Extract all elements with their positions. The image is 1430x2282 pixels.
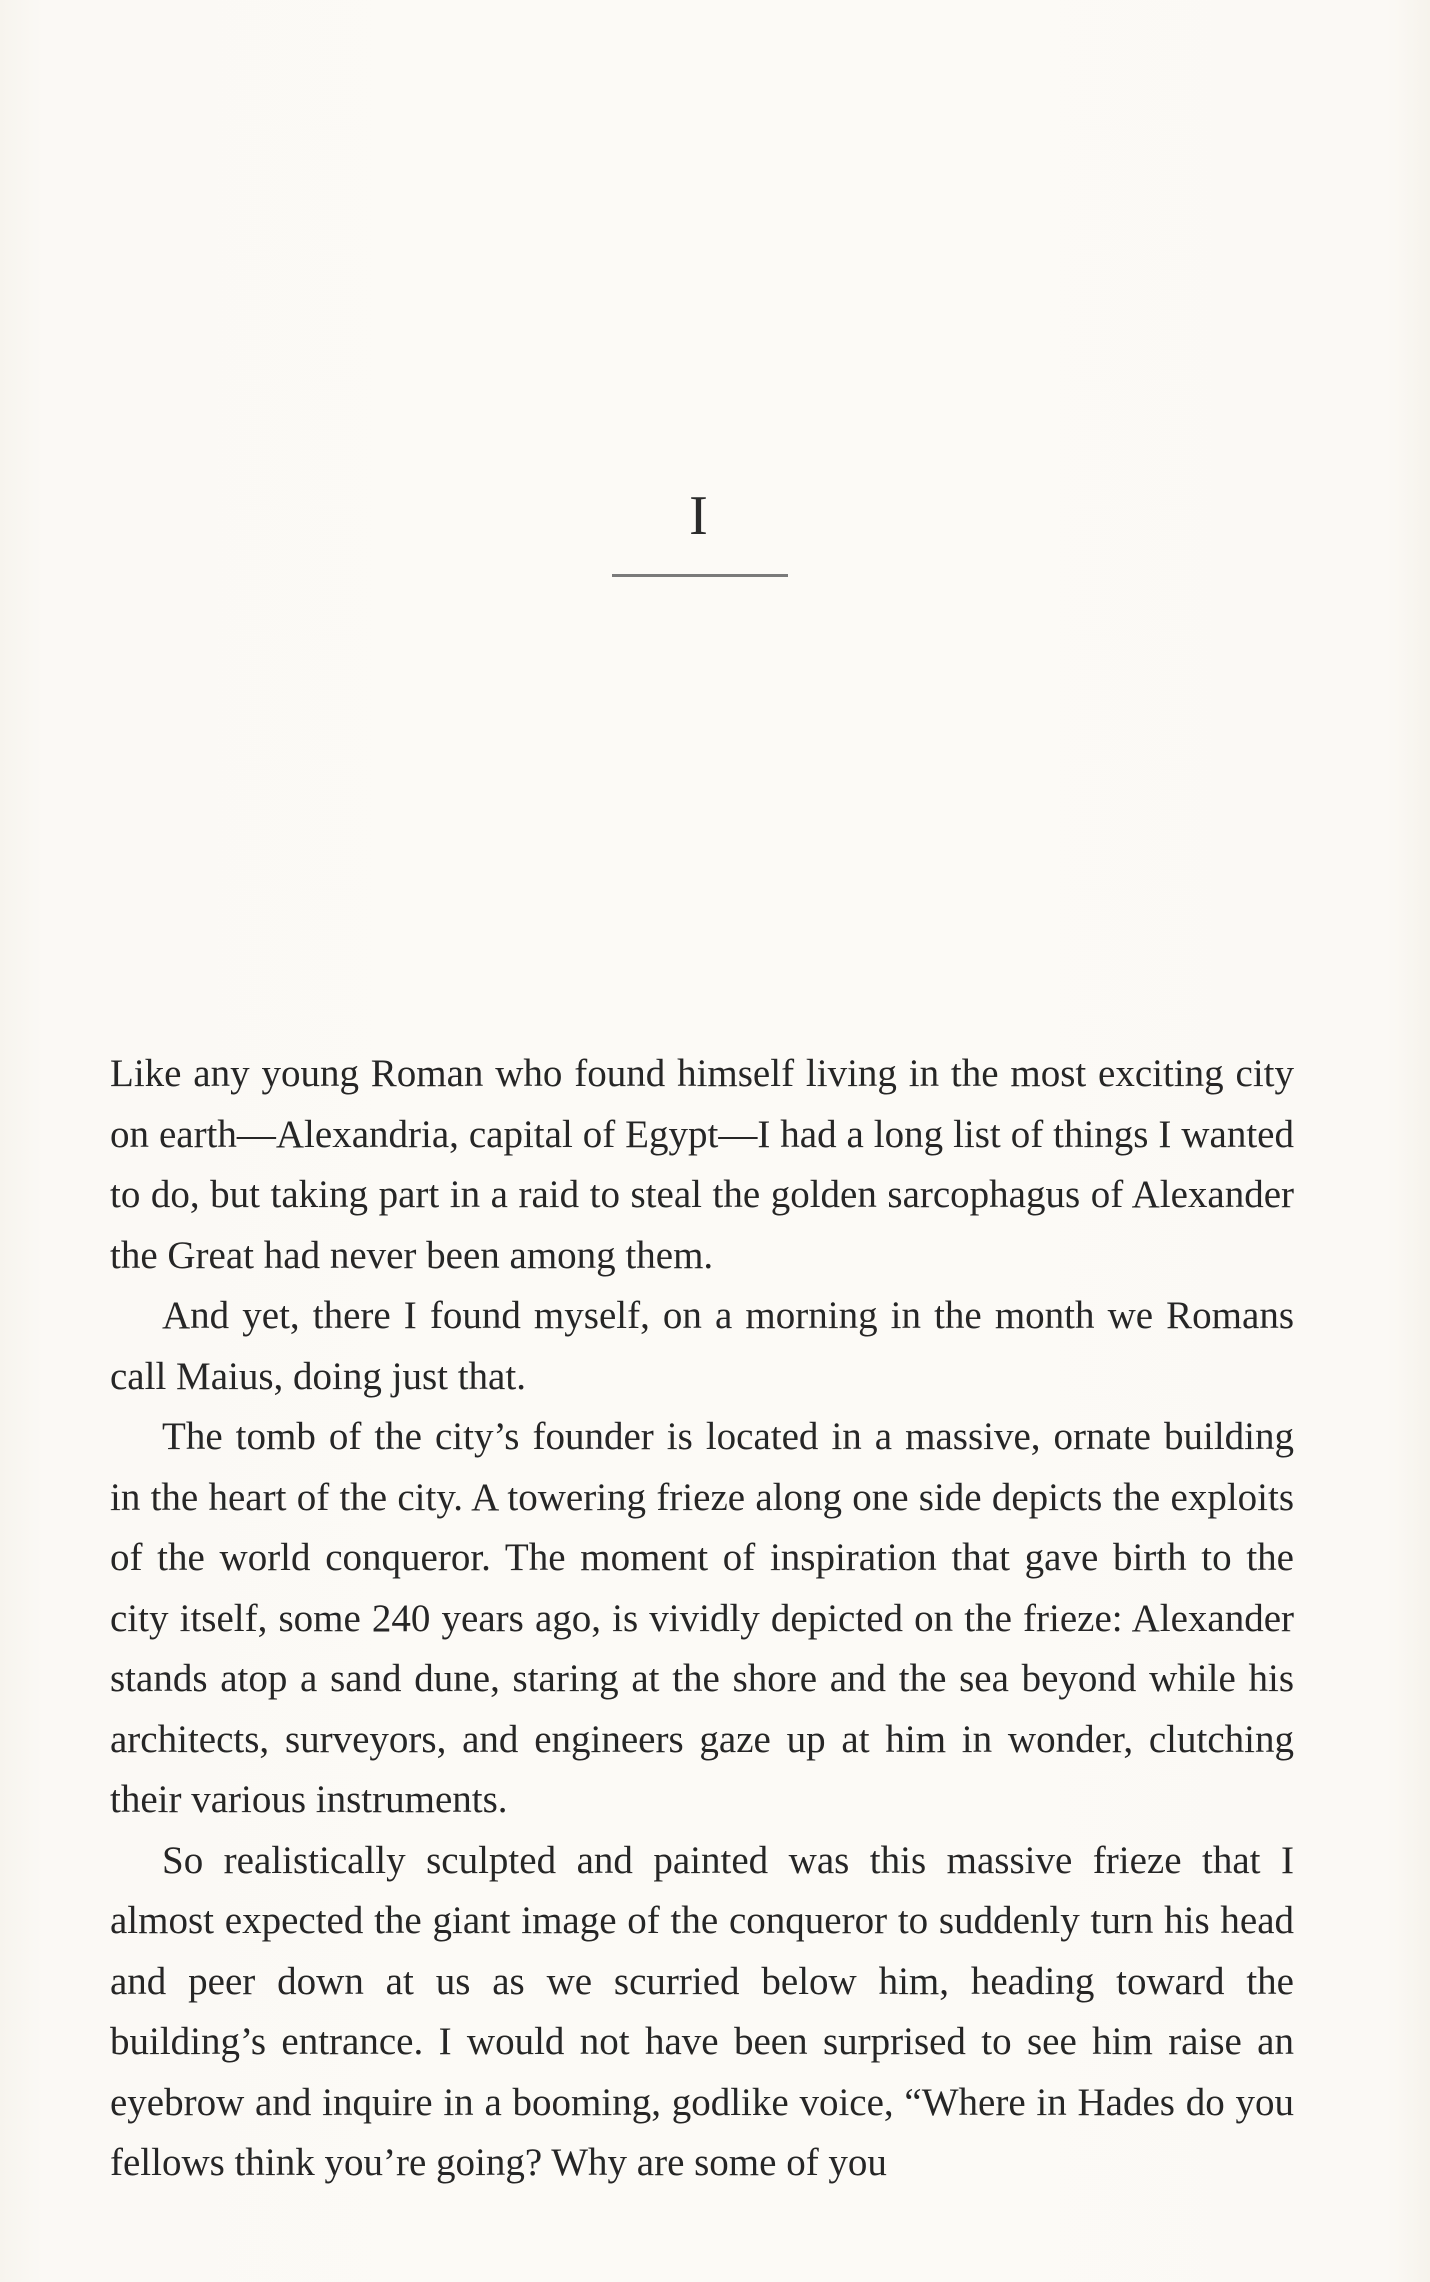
paragraph: Like any young Roman who found himself living in the most exciting city on earth—Alexandria, capital of Egypt—I had a long list of things I wanted to do, but taking part in a raid to steal the golden sarcophagus of Alexander the Great had never been among them. xyxy=(110,1052,1294,1277)
paragraph: The tomb of the city’s founder is located in a massive, ornate building in the heart of the city. A towering frieze along one side depicts the exploits of the world conqueror. The moment of inspiration that gave birth to the city itself, some 240 years ago, is vividly depicted on the frieze: Alexander stands atop a sand dune, staring at the shore and the sea beyond while his architects, surveyors, and engineers gaze up at him in wonder, clutching their various instruments. xyxy=(110,1415,1294,1821)
body-text xyxy=(110,1044,1294,2194)
chapter-number: I xyxy=(689,485,709,547)
paragraph: And yet, there I found myself, on a morning in the month we Romans call Maius, doing just that. xyxy=(110,1294,1294,1398)
chapter-rule xyxy=(612,574,788,577)
paragraph: So realistically sculpted and painted was this massive frieze that I almost expected the giant image of the conqueror to suddenly turn his head and peer down at us as we scurried below him, heading toward the building’s entrance. I would not have been surprised to see him raise an eyebrow and inquire in a booming, godlike voice, “Where in Hades do you fellows think you’re going? Why are some of you xyxy=(110,1838,1294,2184)
